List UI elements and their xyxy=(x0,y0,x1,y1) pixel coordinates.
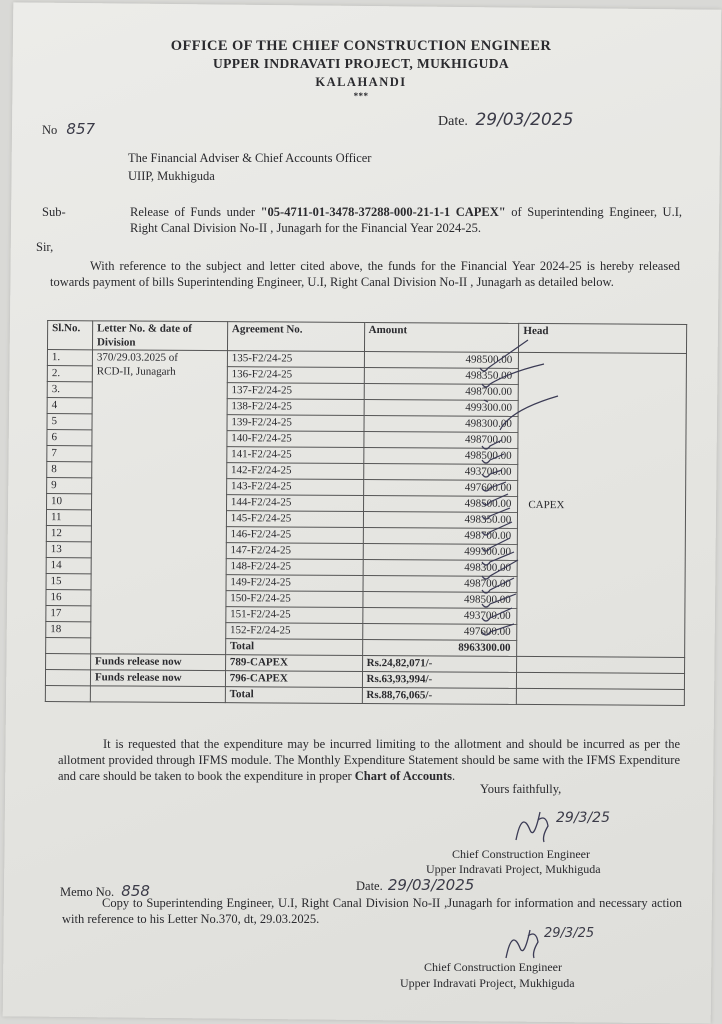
col-header-letter: Letter No. & date of Division xyxy=(92,321,227,351)
closing-period: . xyxy=(452,769,456,783)
cell-agreement: 148-F2/24-25 xyxy=(226,559,363,576)
cell-agreement: 138-F2/24-25 xyxy=(227,399,364,416)
cell-agreement: 141-F2/24-25 xyxy=(227,447,364,464)
cell-amount: 498700.00 xyxy=(363,431,518,448)
cell-amount: 498500.00 xyxy=(363,495,518,512)
subject-label: Sub- xyxy=(42,205,66,219)
cell-slno: 2. xyxy=(47,366,92,382)
cell-slno: 15 xyxy=(46,574,91,590)
cell-grand-total-amount: Rs.88,76,065/- xyxy=(362,687,517,704)
col-header-amount: Amount xyxy=(364,322,519,352)
letter-date-label: Date. xyxy=(438,114,468,129)
memo-date-label: Date. xyxy=(356,879,383,893)
cell-release-code: 789-CAPEX xyxy=(225,655,362,672)
cell-slno: 14 xyxy=(46,558,91,574)
cell-blank xyxy=(517,656,685,673)
cell-amount: 498300.00 xyxy=(364,415,519,432)
cell-slno: 3. xyxy=(47,382,92,398)
cell-amount: 498350.00 xyxy=(364,367,519,384)
cell-amount: 498700.00 xyxy=(364,383,519,400)
signature-2-date: 29/3/25 xyxy=(544,926,595,941)
cell-amount: 498300.00 xyxy=(363,559,518,576)
cell-amount: 498500.00 xyxy=(363,447,518,464)
cell-blank xyxy=(517,688,685,705)
closing-text: It is requested that the expenditure may be incurred limiting to the allotment and should be incurred as per the allotment provided through IFMS module. The Monthly Expenditure Statement should be same with the IFMS Expenditure and care should be taken to book the expenditure in proper xyxy=(58,737,680,783)
memo-number-value: 858 xyxy=(121,882,150,900)
cell-slno: 8 xyxy=(47,462,92,478)
cell-agreement: 150-F2/24-25 xyxy=(226,591,363,608)
cell-amount: 498700.00 xyxy=(363,575,518,592)
letterhead-project: UPPER INDRAVATI PROJECT, MUKHIGUDA xyxy=(212,56,510,71)
cell-agreement: 144-F2/24-25 xyxy=(226,495,363,512)
subject-text xyxy=(130,204,682,236)
letter-date xyxy=(438,110,573,130)
cell-slno: 10 xyxy=(47,494,92,510)
salutation: Sir, xyxy=(36,240,54,254)
yours-faithfully: Yours faithfully, xyxy=(480,782,562,796)
cell-slno: 4 xyxy=(47,398,92,414)
cell-amount: 493700.00 xyxy=(362,607,517,624)
cell-amount: 497600.00 xyxy=(363,479,518,496)
signature-1-title: Chief Construction Engineer xyxy=(452,847,590,861)
letter-ref-line: 370/29.03.2025 of xyxy=(96,351,178,364)
subject-text-pre: Release of Funds under xyxy=(130,205,261,219)
cell-agreement: 149-F2/24-25 xyxy=(226,575,363,592)
cell-slno: 13 xyxy=(46,542,91,558)
memo-date xyxy=(356,876,474,894)
cell-release-amount: Rs.24,82,071/- xyxy=(362,655,517,672)
cell-release-amount: Rs.63,93,994/- xyxy=(362,671,517,688)
cell-agreement: 135-F2/24-25 xyxy=(227,351,364,368)
cell-amount: 498700.00 xyxy=(363,527,518,544)
cell-blank xyxy=(90,686,225,703)
cell-agreement: 140-F2/24-25 xyxy=(227,431,364,448)
cell-amount: 498500.00 xyxy=(362,591,517,608)
cell-amount: 493700.00 xyxy=(363,463,518,480)
intro-paragraph: With reference to the subject and letter cited above, the funds for the Financial Year 2024-25 is hereby released towards payment of bills Superintending Engineer, U.I, Right Canal Division No-II , Junagarh as detailed below. xyxy=(50,259,680,289)
cell-agreement: 145-F2/24-25 xyxy=(226,511,363,528)
cell-agreement: 139-F2/24-25 xyxy=(227,415,364,432)
col-header-agreement: Agreement No. xyxy=(227,322,364,352)
cell-slno: 18 xyxy=(46,622,91,638)
cell-slno: 9 xyxy=(47,478,92,494)
cell-slno: 7 xyxy=(47,446,92,462)
letterhead-office: OFFICE OF THE CHIEF CONSTRUCTION ENGINEER xyxy=(170,38,552,54)
cell-amount: 499300.00 xyxy=(364,399,519,416)
letter-number-label: No xyxy=(42,123,58,137)
cell-total-label: Total xyxy=(225,639,362,656)
letterhead-stars: *** xyxy=(353,91,369,101)
cell-agreement: 143-F2/24-25 xyxy=(226,479,363,496)
cell-slno: 6 xyxy=(47,430,92,446)
table-grand-total-row xyxy=(45,686,684,706)
cell-agreement: 142-F2/24-25 xyxy=(227,463,364,480)
closing-paragraph xyxy=(58,736,680,784)
cell-amount: 498500.00 xyxy=(364,351,519,368)
signature-1-office: Upper Indravati Project, Mukhiguda xyxy=(426,862,601,876)
subject-budget-head: "05-4711-01-3478-37288-000-21-1-1 CAPEX" xyxy=(260,205,506,219)
closing-chart-of-accounts: Chart of Accounts xyxy=(354,769,452,783)
cell-slno: 5 xyxy=(47,414,92,430)
memo-date-value: 29/03/2025 xyxy=(387,876,475,894)
col-header-slno: Sl.No. xyxy=(47,321,92,350)
cell-blank xyxy=(45,670,90,686)
cell-agreement: 151-F2/24-25 xyxy=(226,607,363,624)
cell-agreement: 146-F2/24-25 xyxy=(226,527,363,544)
cell-letter-ref xyxy=(91,350,228,655)
cell-blank xyxy=(46,638,91,654)
memo-number-label: Memo No. xyxy=(60,885,115,899)
addressee-line2: UIIP, Mukhiguda xyxy=(128,169,215,183)
letterhead-district: KALAHANDI xyxy=(315,75,407,89)
table-header-row xyxy=(47,321,686,354)
cell-amount: 498350.00 xyxy=(363,511,518,528)
table-row xyxy=(47,350,686,370)
cell-agreement: 152-F2/24-25 xyxy=(226,623,363,640)
signature-2-office: Upper Indravati Project, Mukhiguda xyxy=(400,976,575,990)
cell-amount: 499300.00 xyxy=(363,543,518,560)
letter-number xyxy=(42,120,95,138)
cell-blank xyxy=(517,672,685,689)
addressee-line1: The Financial Adviser & Chief Accounts Officer xyxy=(128,151,372,165)
signature-2-title: Chief Construction Engineer xyxy=(424,960,562,974)
cell-release-label: Funds release now xyxy=(91,654,226,671)
cell-slno: 1. xyxy=(47,350,92,366)
cell-agreement: 137-F2/24-25 xyxy=(227,383,364,400)
cell-total-amount: 8963300.00 xyxy=(362,639,517,656)
col-header-head: Head xyxy=(519,323,687,353)
check-marks xyxy=(470,336,570,636)
copy-to-text: Copy to Superintending Engineer, U.I, Right Canal Division No-II ,Junagarh for information and necessary action with reference to his Letter No.370, dt, 29.03.2025. xyxy=(62,896,682,926)
cell-slno: 16 xyxy=(46,590,91,606)
cell-agreement: 136-F2/24-25 xyxy=(227,367,364,384)
funds-table xyxy=(45,320,687,706)
signature-1-date: 29/3/25 xyxy=(556,810,610,826)
cell-grand-total-label: Total xyxy=(225,687,362,704)
cell-agreement: 147-F2/24-25 xyxy=(226,543,363,560)
cell-slno: 12 xyxy=(46,526,91,542)
subject-text-post: of Superintending Engineer, U.I, Right Canal Division No-II , Junagarh for the Financial Year 2024-25. xyxy=(130,205,682,235)
cell-slno: 11 xyxy=(46,510,91,526)
cell-blank xyxy=(46,654,91,670)
cell-blank xyxy=(45,686,90,702)
cell-amount: 497600.00 xyxy=(362,623,517,640)
cell-release-code: 796-CAPEX xyxy=(225,671,362,688)
cell-head: CAPEX xyxy=(517,352,687,657)
letter-ref-line: RCD-II, Junagarh xyxy=(96,365,176,378)
cell-release-label: Funds release now xyxy=(90,670,225,687)
letter-date-value: 29/03/2025 xyxy=(475,110,574,130)
letter-number-value: 857 xyxy=(66,120,96,138)
cell-slno: 17 xyxy=(46,606,91,622)
